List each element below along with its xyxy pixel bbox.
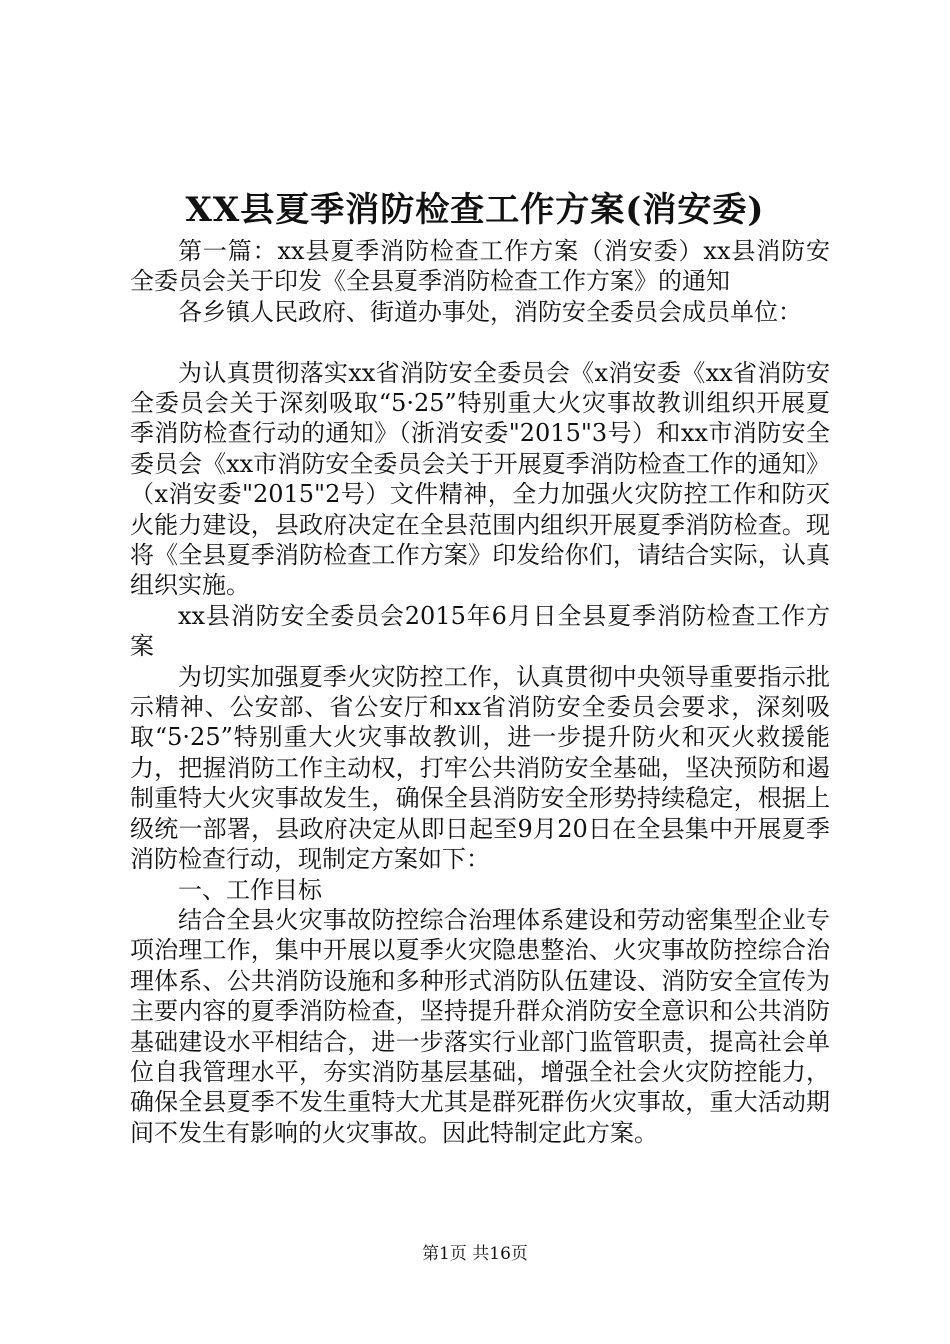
document-body [130,236,830,1148]
section-heading: 一、工作目标 [178,875,322,904]
paragraph-addressee: 各乡镇人民政府、街道办事处，消防安全委员会成员单位： [178,297,802,326]
document-title: XX县夏季消防检查工作方案(消安委) [185,190,765,230]
blank-line [130,327,830,357]
paragraph-goals: 结合全县火灾事故防控综合治理体系建设和劳动密集型企业专项治理工作，集中开展以夏季火灾隐患整治、火灾事故防控综合治理体系、公共消防设施和多种形式消防队伍建设、消防安全宣传为主要内容的夏季消防检查，坚持提升群众消防安全意识和公共消防基础建设水平相结合，进一步落实行业部门监管职责，提高社会单位自我管理水平，夯实消防基层基础，增强全社会火灾防控能力，确保全县夏季不发生重特大尤其是群死群伤火灾事故，重大活动期间不发生有影响的火灾事故。因此特制定此方案。 [130,905,830,1147]
paragraph-purpose: 为切实加强夏季火灾防控工作，认真贯彻中央领导重要指示批示精神、公安部、省公安厅和xx省消防安全委员会要求，深刻吸取“5·25”特别重大火灾事故教训，进一步提升防火和灭火救援能力，把握消防工作主动权，打牢公共消防安全基础，坚决预防和遏制重特大火灾事故发生，确保全县消防安全形势持续稳定，根据上级统一部署，县政府决定从即日起至9月20日在全县集中开展夏季消防检查行动，现制定方案如下： [130,662,830,874]
page-number: 第1页 共16页 [422,1244,528,1264]
paragraph-notice: 为认真贯彻落实xx省消防安全委员会《x消安委《xx省消防安全委员会关于深刻吸取“5·25”特别重大火灾事故教训组织开展夏季消防检查行动的通知》（浙消安委"2015"3号）和xx市消防安全委员会《xx市消防安全委员会关于开展夏季消防检查工作的通知》（x消安委"2015"2号）文件精神，全力加强火灾防控工作和防灭火能力建设，县政府决定在全县范围内组织开展夏季消防检查。现将《全县夏季消防检查工作方案》印发给你们，请结合实际，认真组织实施。 [130,358,830,600]
paragraph-intro: 第一篇：xx县夏季消防检查工作方案（消安委）xx县消防安全委员会关于印发《全县夏季消防检查工作方案》的通知 [130,237,830,296]
paragraph-issuer: xx县消防安全委员会2015年6月日全县夏季消防检查工作方案 [130,601,830,661]
